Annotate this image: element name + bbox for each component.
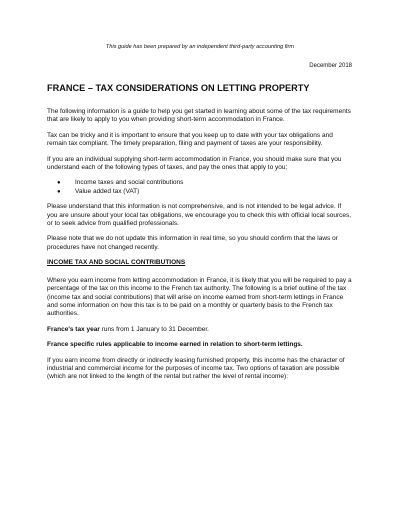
list-item xyxy=(47,179,353,187)
tax-types-list xyxy=(47,179,353,196)
list-item-label: Income taxes and social contributions xyxy=(75,179,184,187)
bullet-icon: ● xyxy=(57,180,61,187)
tax-year-paragraph xyxy=(47,326,353,334)
bullet-icon: ● xyxy=(57,188,61,195)
list-item xyxy=(47,188,353,196)
intro-paragraph: The following information is a guide to help you get started in learning about some of the tax requirements that are likely to apply to you when providing short-term accommodation in France. xyxy=(47,108,351,124)
document-body xyxy=(47,83,353,389)
rules-heading: France specific rules applicable to income earned in relation to short-term lettings. xyxy=(47,341,303,349)
tax-year-label: France's tax year xyxy=(47,325,100,333)
furnished-property-paragraph: If you earn income from directly or indirectly leasing furnished property, this income has the character of industrial and commercial income for the purposes of income tax. Two options of taxation are possible (which are not linked to the length of the rental but rather the level of rental income): xyxy=(47,356,345,381)
disclaimer-paragraph: Please understand that this information is not comprehensive, and is not intended to be legal advice. If you are unsure about your local tax obligations, we encourage you to check this with official local sources, or to seek advice from qualified professionals. xyxy=(47,203,352,228)
tax-obligation-paragraph: Tax can be tricky and it is important to ensure that you keep up to date with your tax obligations and remain tax compliant. The timely preparation, filing and payment of taxes are your responsibility. xyxy=(47,131,333,148)
update-note-paragraph: Please note that we do not update this information in real time, so you should confirm that the laws or procedures have not changed recently. xyxy=(47,235,338,251)
list-item-label: Value added tax (VAT) xyxy=(75,187,140,195)
section-heading: INCOME TAX AND SOCIAL CONTRIBUTIONS xyxy=(47,259,186,267)
document-date: December 2018 xyxy=(309,63,352,69)
tax-types-paragraph: If you are an individual supplying short-term accommodation in France, you should make sure that you understand each of the following types of taxes, and pay the ones that apply to you; xyxy=(47,155,342,172)
income-tax-paragraph: Where you earn income from letting accommodation in France, it is likely that you will be required to pay a percentage of the tax on this income to the French tax authority. The following is a brief outline of the tax (income tax and social contributions) that will arise on income earned from short-term lettings in France and some information on how this tax is to be paid on a monthly or quarterly basis to the French tax authorities. xyxy=(47,276,352,318)
document-title: FRANCE – TAX CONSIDERATIONS ON LETTING PROPERTY xyxy=(47,83,310,93)
tax-year-text: runs from 1 January to 31 December. xyxy=(99,325,209,333)
intro-note: This guide has been prepared by an independent third-party accounting firm xyxy=(105,44,295,50)
